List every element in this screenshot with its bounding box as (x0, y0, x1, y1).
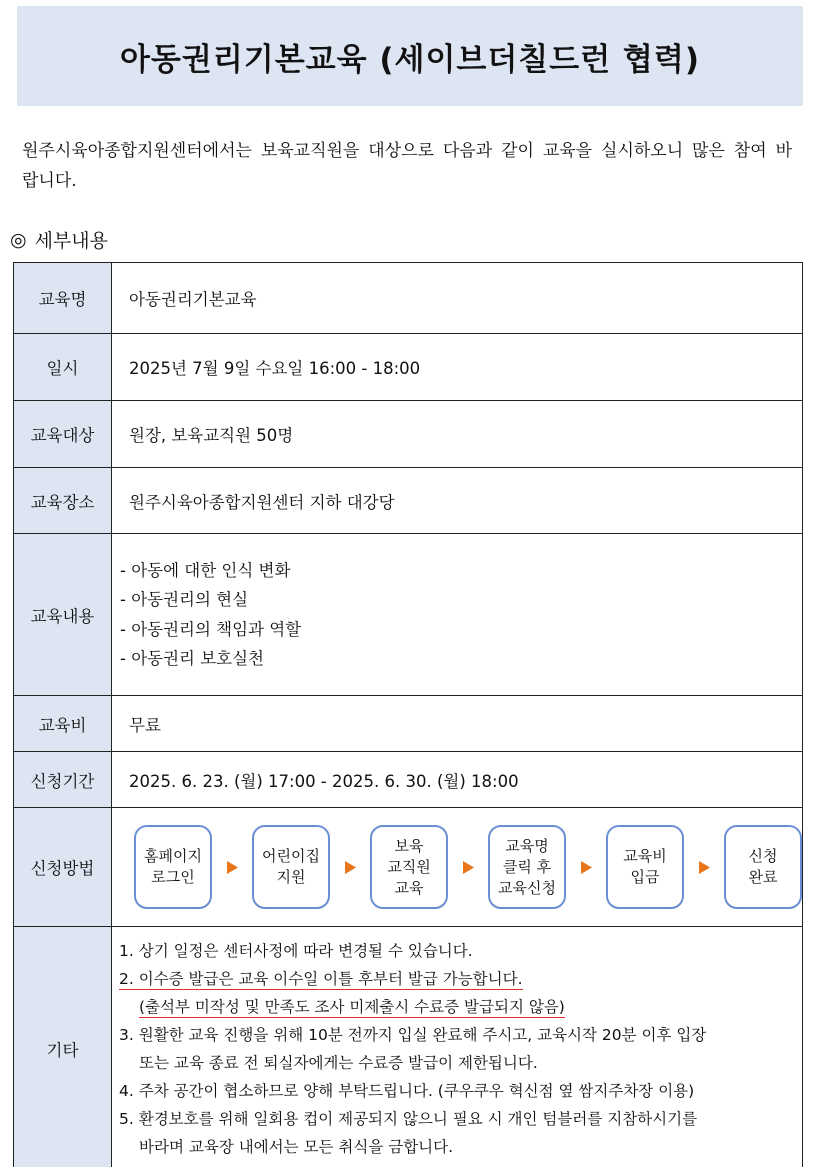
label-target: 교육대상 (14, 401, 112, 468)
title-banner (17, 6, 803, 106)
label-date: 일시 (14, 334, 112, 401)
content-item: - 아동권리의 책임과 역할 (120, 619, 302, 639)
content-item: - 아동에 대한 인식 변화 (120, 560, 291, 580)
label-fee: 교육비 (14, 696, 112, 752)
row-date (14, 334, 803, 401)
flow-step-complete (724, 825, 802, 909)
value-method (112, 808, 803, 927)
step-text: 교육명 (505, 836, 549, 855)
arrow-right-icon (566, 861, 606, 874)
flow-step-course-apply (488, 825, 566, 909)
step-text: 로그인 (151, 868, 195, 886)
row-fee (14, 696, 803, 752)
value-content (112, 534, 803, 696)
arrow-right-icon (448, 861, 488, 874)
row-content (14, 534, 803, 696)
step-text: 지원 (276, 868, 306, 886)
intro-text: 원주시육아종합지원센터에서는 보육교직원을 대상으로 다음과 같이 교육을 실시하오니 많은 참여 바랍니다. (22, 141, 792, 191)
value-date: 2025년 7월 9일 수요일 16:00 - 18:00 (112, 334, 803, 401)
step-text: 교직원 (387, 857, 431, 876)
step-text: 교육 (394, 878, 424, 897)
row-etc (14, 927, 803, 1167)
step-text: 보육 (394, 836, 424, 855)
label-method: 신청방법 (14, 808, 112, 927)
label-content: 교육내용 (14, 534, 112, 696)
content-item: - 아동권리의 현실 (120, 590, 249, 609)
step-text: 입금 (630, 868, 660, 886)
step-text: 클릭 후 (502, 857, 552, 876)
flow-step-staff-education (370, 825, 448, 909)
arrow-right-icon (212, 861, 252, 874)
row-method (14, 808, 803, 927)
flow-step-daycare-support (252, 825, 330, 909)
application-flow (129, 825, 802, 909)
note-5-cont: 바라며 교육장 내에서는 모든 취식을 금합니다. (139, 1138, 454, 1156)
note-1: 1. 상기 일정은 센터사정에 따라 변경될 수 있습니다. (119, 942, 473, 960)
value-name: 아동권리기본교육 (112, 263, 803, 334)
step-text: 홈페이지 (144, 847, 202, 865)
value-period: 2025. 6. 23. (월) 17:00 - 2025. 6. 30. (월) 18:00 (112, 752, 803, 808)
arrow-right-icon (684, 861, 724, 874)
step-text: 신청 (748, 847, 778, 865)
value-fee: 무료 (112, 696, 803, 752)
details-table (13, 262, 803, 1167)
step-text: 어린이집 (262, 847, 320, 865)
value-target: 원장, 보육교직원 50명 (112, 401, 803, 468)
page-title: 아동권리기본교육 (세이브더칠드런 협력) (119, 41, 700, 78)
note-3: 3. 원활한 교육 진행을 위해 10분 전까지 입실 완료해 주시고, 교육시작 20분 이후 입장 (119, 1026, 707, 1044)
note-2 (119, 965, 794, 993)
section-heading (10, 226, 108, 253)
label-place: 교육장소 (14, 468, 112, 534)
step-text: 완료 (748, 868, 778, 886)
double-circle-icon: ◎ (10, 228, 27, 251)
row-name (14, 263, 803, 334)
note-2-sub (119, 993, 794, 1021)
flow-step-payment (606, 825, 684, 909)
arrow-right-icon (330, 861, 370, 874)
row-place (14, 468, 803, 534)
flow-step-login (134, 825, 212, 909)
row-period (14, 752, 803, 808)
step-text: 교육비 (623, 847, 667, 865)
label-name: 교육명 (14, 263, 112, 334)
note-2-main: 2. 이수증 발급은 교육 이수일 이틀 후부터 발급 가능합니다. (119, 970, 523, 988)
note-3-cont: 또는 교육 종료 전 퇴실자에게는 수료증 발급이 제한됩니다. (139, 1054, 538, 1072)
value-etc (112, 927, 803, 1167)
label-period: 신청기간 (14, 752, 112, 808)
content-item: - 아동권리 보호실천 (120, 649, 264, 668)
section-label: 세부내용 (34, 230, 109, 252)
row-target (14, 401, 803, 468)
note-2-sub-text: (출석부 미작성 및 만족도 조사 미제출시 수료증 발급되지 않음) (139, 998, 565, 1016)
note-5: 5. 환경보호를 위해 일회용 컵이 제공되지 않으니 필요 시 개인 텀블러를 지참하시기를 (119, 1110, 698, 1128)
step-text: 교육신청 (498, 878, 556, 897)
note-4: 4. 주차 공간이 협소하므로 양해 부탁드립니다. (쿠우쿠우 혁신점 옆 쌈지주차장 이용) (119, 1082, 695, 1100)
label-etc: 기타 (14, 927, 112, 1167)
value-place: 원주시육아종합지원센터 지하 대강당 (112, 468, 803, 534)
